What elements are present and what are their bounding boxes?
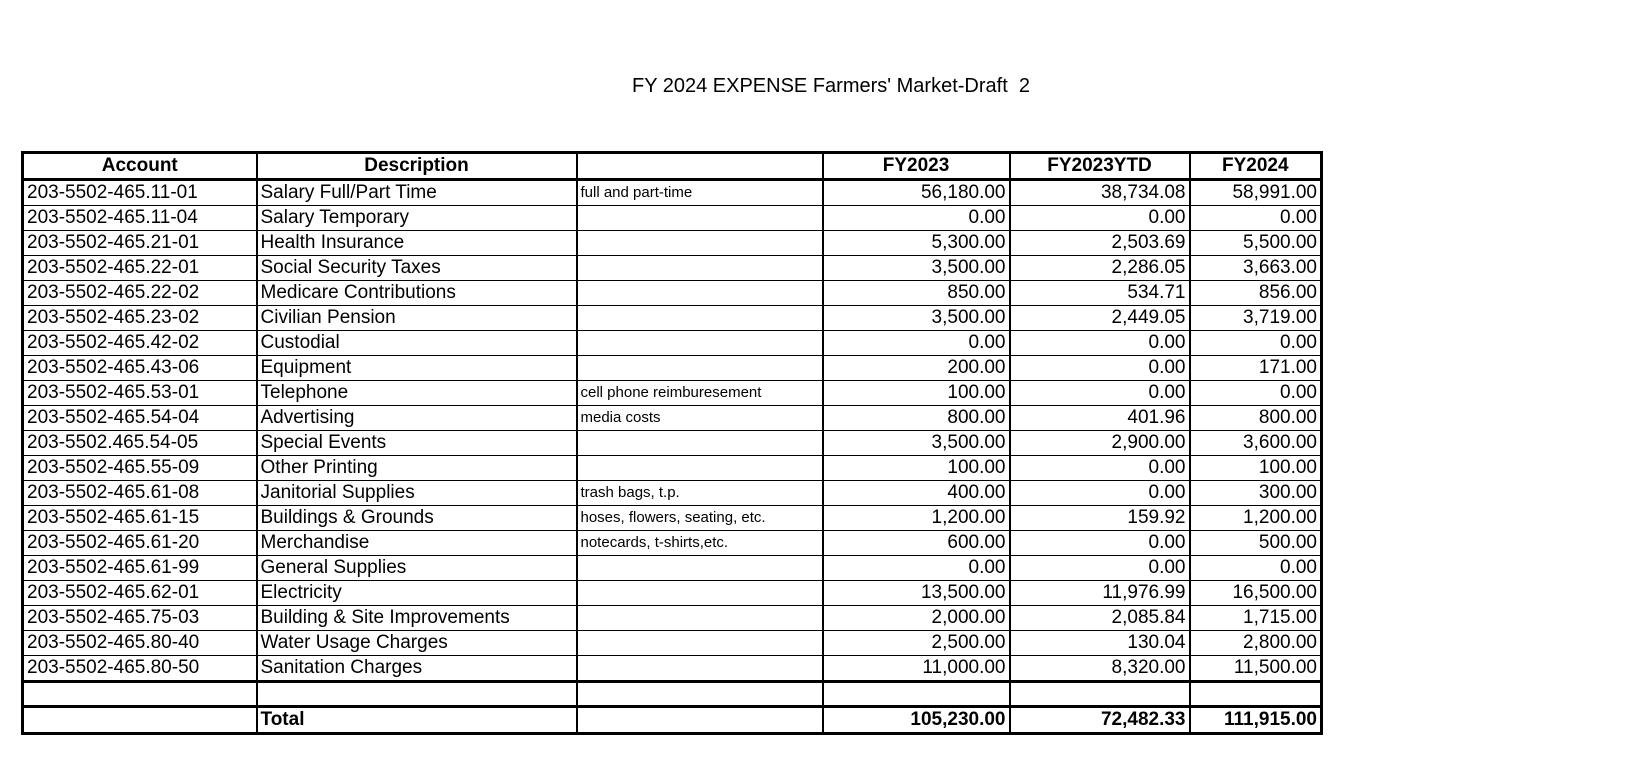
cell-fy2023ytd: 2,900.00 xyxy=(1010,431,1190,456)
cell-account: 203-5502-465.61-99 xyxy=(23,556,257,581)
document-title: FY 2024 EXPENSE Farmers' Market-Draft 2 xyxy=(631,75,1031,97)
table-row xyxy=(23,531,1322,556)
cell-account: 203-5502-465.43-06 xyxy=(23,356,257,381)
cell-description: Equipment xyxy=(257,356,577,381)
cell-fy2023: 100.00 xyxy=(823,381,1010,406)
cell-note xyxy=(577,581,823,606)
cell-fy2024: 58,991.00 xyxy=(1190,180,1322,206)
cell-fy2023ytd: 38,734.08 xyxy=(1010,180,1190,206)
cell-note xyxy=(577,456,823,481)
cell-fy2023: 600.00 xyxy=(823,531,1010,556)
header-note xyxy=(577,153,823,180)
cell-note: cell phone reimburesement xyxy=(577,381,823,406)
cell-account: 203-5502-465.55-09 xyxy=(23,456,257,481)
cell-description: Advertising xyxy=(257,406,577,431)
cell-fy2023ytd: 2,286.05 xyxy=(1010,256,1190,281)
cell-fy2024: 1,715.00 xyxy=(1190,606,1322,631)
total-label: Total xyxy=(257,707,577,734)
cell-fy2024: 1,200.00 xyxy=(1190,506,1322,531)
table-row xyxy=(23,481,1322,506)
cell-note xyxy=(577,331,823,356)
cell-fy2023: 3,500.00 xyxy=(823,431,1010,456)
cell-fy2023: 13,500.00 xyxy=(823,581,1010,606)
table-row xyxy=(23,431,1322,456)
cell-description: Medicare Contributions xyxy=(257,281,577,306)
cell-note xyxy=(577,206,823,231)
cell-fy2023: 3,500.00 xyxy=(823,306,1010,331)
cell-fy2024: 100.00 xyxy=(1190,456,1322,481)
cell-fy2024: 171.00 xyxy=(1190,356,1322,381)
cell-description: Social Security Taxes xyxy=(257,256,577,281)
cell-account: 203-5502-465.61-08 xyxy=(23,481,257,506)
cell-fy2024: 300.00 xyxy=(1190,481,1322,506)
cell-fy2024: 3,663.00 xyxy=(1190,256,1322,281)
table-row xyxy=(23,606,1322,631)
header-fy2023: FY2023 xyxy=(823,153,1010,180)
blank-row xyxy=(23,682,1322,707)
table-row xyxy=(23,381,1322,406)
cell-fy2023: 2,500.00 xyxy=(823,631,1010,656)
cell-note: trash bags, t.p. xyxy=(577,481,823,506)
cell-description: Salary Temporary xyxy=(257,206,577,231)
cell-description: Special Events xyxy=(257,431,577,456)
cell-description: Electricity xyxy=(257,581,577,606)
cell-description: Buildings & Grounds xyxy=(257,506,577,531)
cell-fy2023ytd: 2,085.84 xyxy=(1010,606,1190,631)
cell-fy2024: 800.00 xyxy=(1190,406,1322,431)
cell-note xyxy=(577,306,823,331)
cell-fy2023: 5,300.00 xyxy=(823,231,1010,256)
cell-fy2023: 100.00 xyxy=(823,456,1010,481)
table-row xyxy=(23,206,1322,231)
cell-account: 203-5502-465.21-01 xyxy=(23,231,257,256)
cell-description: Salary Full/Part Time xyxy=(257,180,577,206)
total-fy2023: 105,230.00 xyxy=(823,707,1010,734)
cell-fy2024: 0.00 xyxy=(1190,381,1322,406)
cell-note xyxy=(577,556,823,581)
cell-fy2023ytd: 0.00 xyxy=(1010,481,1190,506)
cell-fy2023ytd: 130.04 xyxy=(1010,631,1190,656)
table-row xyxy=(23,556,1322,581)
cell-fy2024: 16,500.00 xyxy=(1190,581,1322,606)
cell-note xyxy=(577,431,823,456)
table-row xyxy=(23,406,1322,431)
cell-fy2023: 400.00 xyxy=(823,481,1010,506)
cell-account: 203-5502-465.22-02 xyxy=(23,281,257,306)
cell-description: Sanitation Charges xyxy=(257,656,577,682)
cell-account: 203-5502-465.53-01 xyxy=(23,381,257,406)
cell-fy2023ytd: 159.92 xyxy=(1010,506,1190,531)
blank-cell xyxy=(577,682,823,707)
cell-fy2023: 200.00 xyxy=(823,356,1010,381)
cell-fy2023: 0.00 xyxy=(823,331,1010,356)
cell-note: hoses, flowers, seating, etc. xyxy=(577,506,823,531)
cell-account: 203-5502.465.54-05 xyxy=(23,431,257,456)
cell-fy2024: 3,719.00 xyxy=(1190,306,1322,331)
cell-account: 203-5502-465.62-01 xyxy=(23,581,257,606)
cell-description: Water Usage Charges xyxy=(257,631,577,656)
cell-note xyxy=(577,656,823,682)
table-row xyxy=(23,631,1322,656)
cell-account: 203-5502-465.61-20 xyxy=(23,531,257,556)
cell-note xyxy=(577,256,823,281)
cell-fy2024: 11,500.00 xyxy=(1190,656,1322,682)
cell-note xyxy=(577,356,823,381)
cell-fy2023: 3,500.00 xyxy=(823,256,1010,281)
blank-cell xyxy=(1010,682,1190,707)
table-row xyxy=(23,256,1322,281)
cell-note xyxy=(577,231,823,256)
cell-description: Janitorial Supplies xyxy=(257,481,577,506)
header-account: Account xyxy=(23,153,257,180)
cell-fy2023: 11,000.00 xyxy=(823,656,1010,682)
cell-account: 203-5502-465.61-15 xyxy=(23,506,257,531)
cell-fy2023ytd: 2,449.05 xyxy=(1010,306,1190,331)
expense-table xyxy=(21,151,1323,735)
total-account xyxy=(23,707,257,734)
cell-fy2023: 0.00 xyxy=(823,206,1010,231)
cell-fy2024: 500.00 xyxy=(1190,531,1322,556)
cell-description: Civilian Pension xyxy=(257,306,577,331)
cell-fy2023ytd: 0.00 xyxy=(1010,556,1190,581)
cell-account: 203-5502-465.11-04 xyxy=(23,206,257,231)
cell-fy2024: 3,600.00 xyxy=(1190,431,1322,456)
total-row xyxy=(23,707,1322,734)
cell-fy2023ytd: 0.00 xyxy=(1010,356,1190,381)
table-row xyxy=(23,231,1322,256)
cell-description: Building & Site Improvements xyxy=(257,606,577,631)
cell-fy2023ytd: 0.00 xyxy=(1010,331,1190,356)
cell-fy2023ytd: 0.00 xyxy=(1010,456,1190,481)
cell-note xyxy=(577,281,823,306)
cell-fy2023: 800.00 xyxy=(823,406,1010,431)
cell-fy2023ytd: 534.71 xyxy=(1010,281,1190,306)
table-row xyxy=(23,506,1322,531)
cell-fy2023ytd: 0.00 xyxy=(1010,206,1190,231)
cell-account: 203-5502-465.80-40 xyxy=(23,631,257,656)
cell-note: media costs xyxy=(577,406,823,431)
cell-description: General Supplies xyxy=(257,556,577,581)
table-row xyxy=(23,656,1322,682)
cell-fy2023: 850.00 xyxy=(823,281,1010,306)
cell-fy2023: 1,200.00 xyxy=(823,506,1010,531)
cell-fy2024: 0.00 xyxy=(1190,331,1322,356)
cell-fy2023ytd: 0.00 xyxy=(1010,381,1190,406)
total-fy2024: 111,915.00 xyxy=(1190,707,1322,734)
blank-cell xyxy=(823,682,1010,707)
cell-description: Health Insurance xyxy=(257,231,577,256)
cell-fy2024: 5,500.00 xyxy=(1190,231,1322,256)
cell-fy2024: 856.00 xyxy=(1190,281,1322,306)
total-fy2023ytd: 72,482.33 xyxy=(1010,707,1190,734)
header-fy2024: FY2024 xyxy=(1190,153,1322,180)
cell-note xyxy=(577,631,823,656)
cell-fy2023ytd: 401.96 xyxy=(1010,406,1190,431)
cell-account: 203-5502-465.75-03 xyxy=(23,606,257,631)
cell-account: 203-5502-465.42-02 xyxy=(23,331,257,356)
table-row xyxy=(23,356,1322,381)
table-row xyxy=(23,180,1322,206)
blank-cell xyxy=(257,682,577,707)
table-row xyxy=(23,331,1322,356)
table-row xyxy=(23,281,1322,306)
cell-note: notecards, t-shirts,etc. xyxy=(577,531,823,556)
header-description: Description xyxy=(257,153,577,180)
blank-cell xyxy=(23,682,257,707)
cell-fy2023: 56,180.00 xyxy=(823,180,1010,206)
cell-account: 203-5502-465.80-50 xyxy=(23,656,257,682)
table-row xyxy=(23,581,1322,606)
cell-fy2023ytd: 11,976.99 xyxy=(1010,581,1190,606)
blank-cell xyxy=(1190,682,1322,707)
cell-fy2024: 2,800.00 xyxy=(1190,631,1322,656)
cell-account: 203-5502-465.22-01 xyxy=(23,256,257,281)
cell-fy2023ytd: 8,320.00 xyxy=(1010,656,1190,682)
cell-account: 203-5502-465.11-01 xyxy=(23,180,257,206)
cell-fy2024: 0.00 xyxy=(1190,206,1322,231)
header-row xyxy=(23,153,1322,180)
cell-note xyxy=(577,606,823,631)
cell-fy2023ytd: 2,503.69 xyxy=(1010,231,1190,256)
cell-fy2023: 0.00 xyxy=(823,556,1010,581)
cell-fy2023: 2,000.00 xyxy=(823,606,1010,631)
cell-description: Custodial xyxy=(257,331,577,356)
cell-account: 203-5502-465.23-02 xyxy=(23,306,257,331)
cell-fy2024: 0.00 xyxy=(1190,556,1322,581)
cell-description: Other Printing xyxy=(257,456,577,481)
table-row xyxy=(23,456,1322,481)
cell-description: Merchandise xyxy=(257,531,577,556)
total-note xyxy=(577,707,823,734)
cell-note: full and part-time xyxy=(577,180,823,206)
cell-description: Telephone xyxy=(257,381,577,406)
table-row xyxy=(23,306,1322,331)
cell-account: 203-5502-465.54-04 xyxy=(23,406,257,431)
cell-fy2023ytd: 0.00 xyxy=(1010,531,1190,556)
header-fy2023ytd: FY2023YTD xyxy=(1010,153,1190,180)
